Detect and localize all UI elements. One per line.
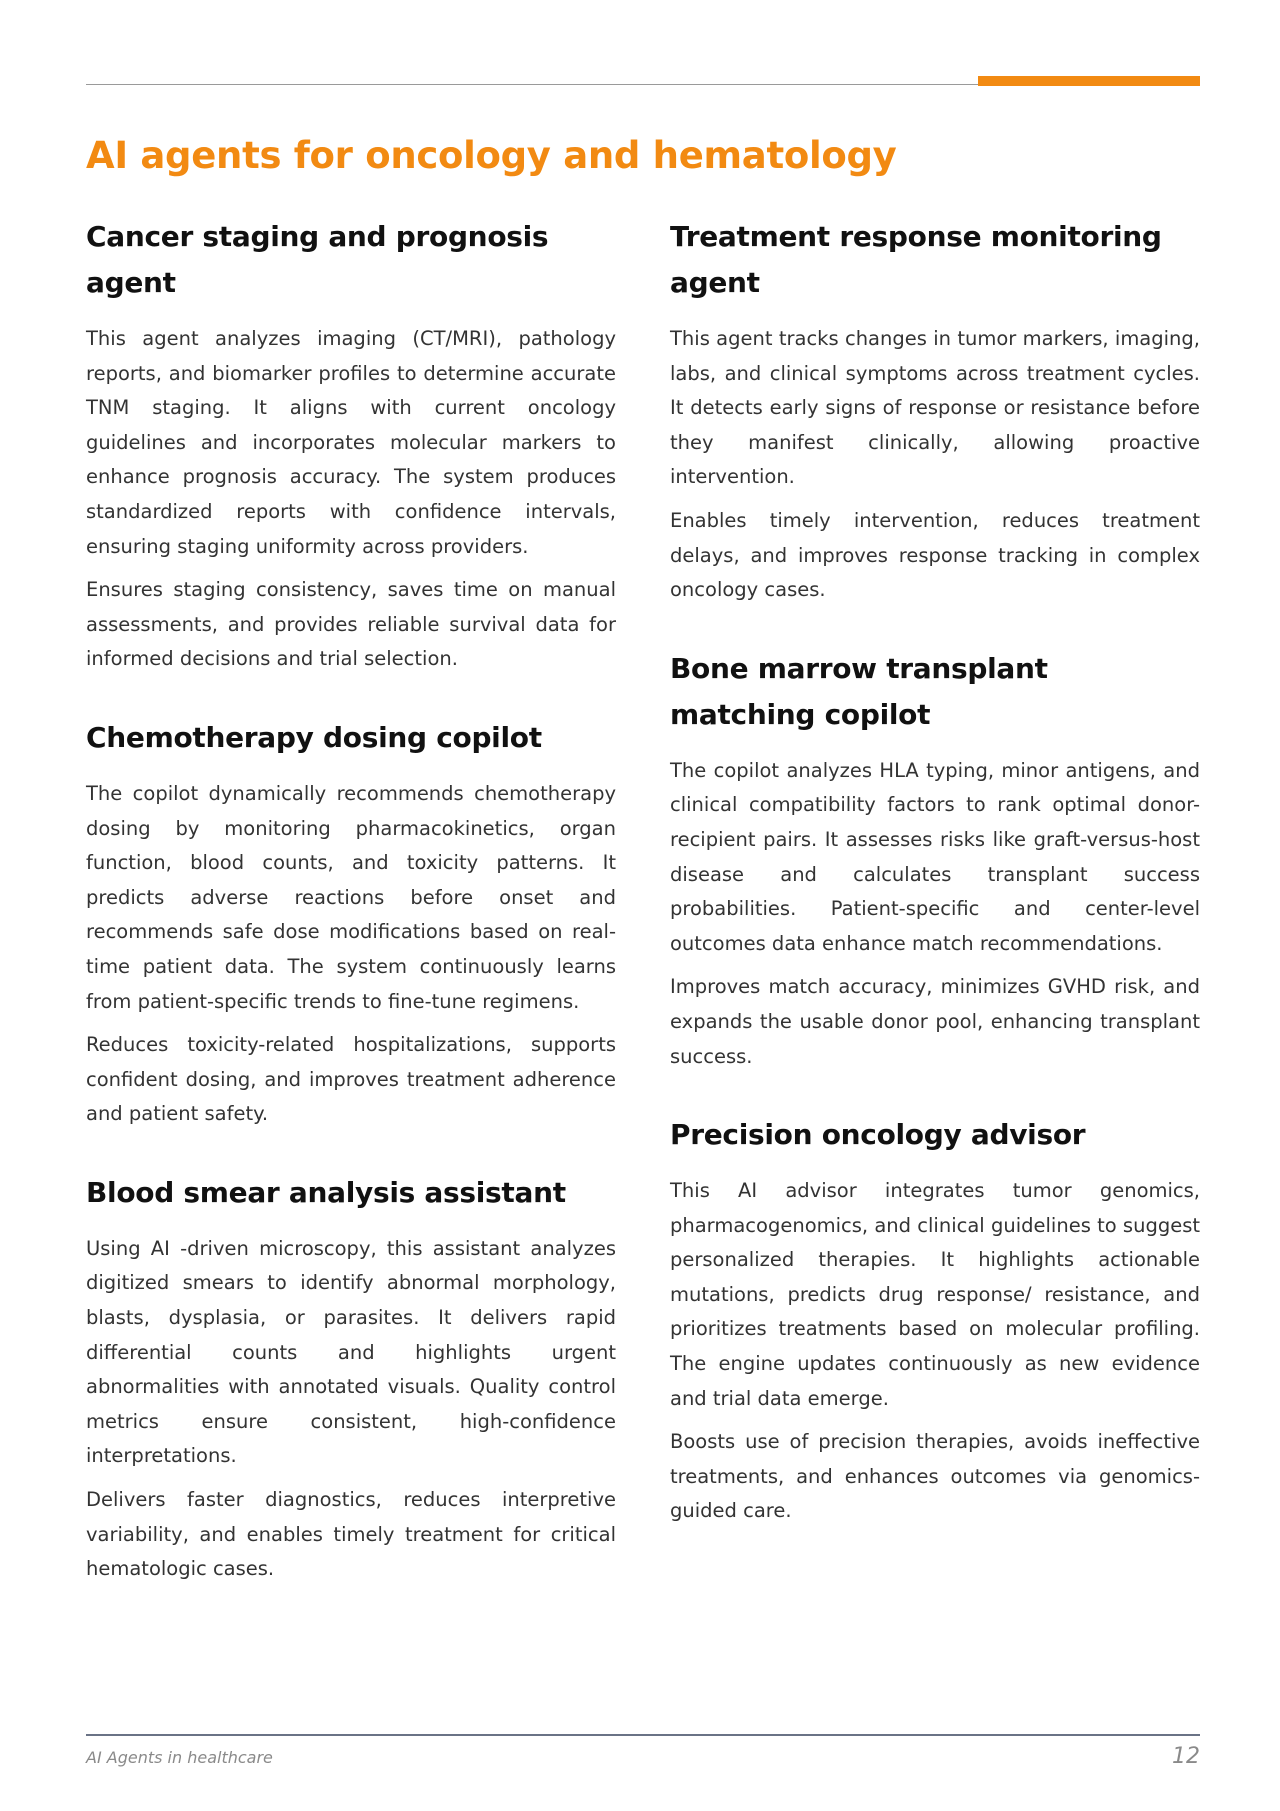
section-benefit: Enables timely intervention, reduces treatment delays, and improves response tracking in complex oncology cases. [670,508,1200,602]
section-description: The copilot dynamically recommends chemotherapy dosing by monitoring pharmacokinetics, organ function, blood counts, and toxicity patterns. It predicts adverse reactions before onset and recommends safe dose modifications based on real-time patient data. The system continuously learns from patient-specific trends to fine-tune regimens. [86,781,616,1013]
section-description: This agent analyzes imaging (CT/MRI), pathology reports, and biomarker profiles to determine accurate TNM staging. It aligns with current oncology guidelines and incorporates molecular markers to enhance prognosis accuracy. The system produces standardized reports with confidence intervals, ensuring staging uniformity across providers. [86,327,616,558]
section-benefit: Ensures staging consistency, saves time on manual assessments, and provides reliable survival data for informed decisions and trial selection. [86,578,616,671]
right-column [670,214,1200,1567]
section-precision-oncology [670,1112,1200,1529]
section-heading: Chemotherapy dosing copilot [86,720,542,754]
section-heading: Treatment response monitoring agent [670,220,1162,299]
section-benefit: Delivers faster diagnostics, reduces interpretive variability, and enables timely treatment for critical hematologic cases. [86,1488,616,1581]
header-accent-bar [978,76,1200,86]
section-description: This agent tracks changes in tumor markers, imaging, labs, and clinical symptoms across treatment cycles. It detects early signs of response or resistance before they manifest clinically, allowing proactive intervention. [670,327,1200,489]
section-description: This AI advisor integrates tumor genomics, pharmacogenomics, and clinical guidelines to suggest personalized therapies. It highlights actionable mutations, predicts drug response/ resistance, and prioritizes treatments based on molecular profiling. The engine updates continuously as new evidence and trial data emerge. [670,1179,1200,1410]
footer-title: AI Agents in healthcare [86,1748,273,1767]
section-description: Using AI -driven microscopy, this assistant analyzes digitized smears to identify abnormal morphology, blasts, dysplasia, or parasites. It delivers rapid differential counts and highlights urgent abnormalities with annotated visuals. Quality control metrics ensure consistent, high-confidence interpretations. [86,1236,616,1468]
section-description: The copilot analyzes HLA typing, minor antigens, and clinical compatibility factors to rank optimal donor-recipient pairs. It assesses risks like graft-versus-host disease and calculates transplant success probabilities. Patient-specific and center-level outcomes data enhance match recommendations. [670,758,1200,955]
page-number: 12 [1172,1744,1200,1769]
left-column [86,214,616,1625]
section-benefit: Improves match accuracy, minimizes GVHD risk, and expands the usable donor pool, enhancing transplant success. [670,975,1200,1068]
section-chemotherapy-dosing [86,715,616,1132]
footer-rule [86,1734,1200,1736]
page-title: AI agents for oncology and hematology [86,134,897,177]
section-blood-smear [86,1170,616,1587]
section-bone-marrow-matching [670,646,1200,1074]
section-heading: Cancer staging and prognosis agent [86,220,549,299]
section-heading: Bone marrow transplant matching copilot [670,651,1048,731]
section-benefit: Boosts use of precision therapies, avoids ineffective treatments, and enhances outcomes via genomics-guided care. [670,1430,1200,1523]
section-heading: Precision oncology advisor [670,1118,1086,1152]
section-benefit: Reduces toxicity-related hospitalizations, supports confident dosing, and improves treatment adherence and patient safety. [86,1033,616,1126]
section-heading: Blood smear analysis assistant [86,1175,566,1209]
section-cancer-staging [86,214,616,677]
section-treatment-response [670,214,1200,608]
